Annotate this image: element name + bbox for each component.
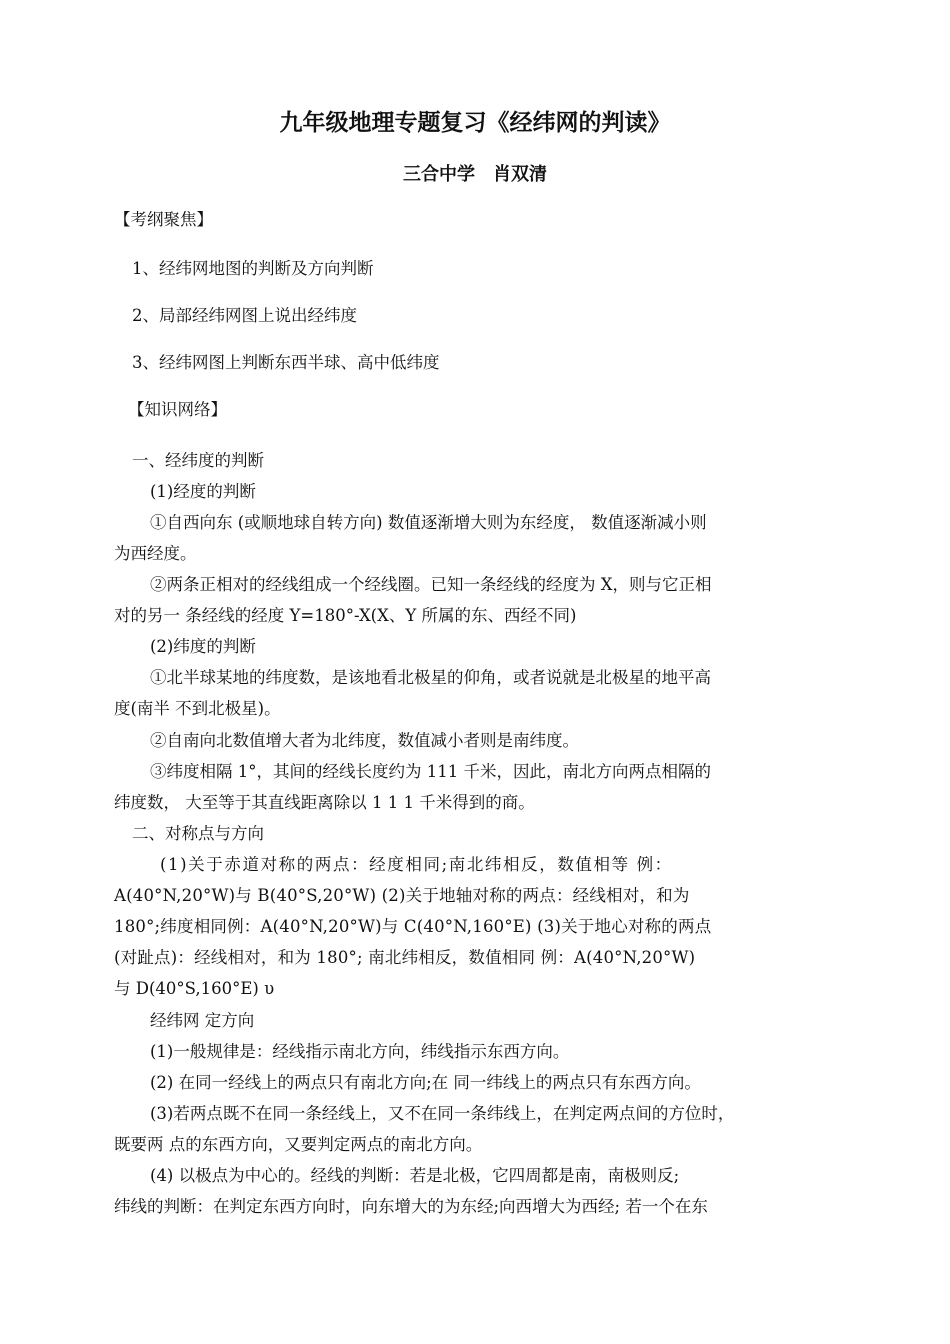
body-line: (1)关于赤道对称的两点：经度相同;南北纬相反，数值相等 例：: [160, 855, 673, 874]
body-line: 纬线的判断：在判定东西方向时，向东增大的为东经;向西增大为西经; 若一个在东: [114, 1197, 708, 1216]
body-line: ③纬度相隔 1°，其间的经线长度约为 111 千米，因此，南北方向两点相隔的: [150, 762, 711, 781]
author-line: 三合中学 肖双清: [403, 164, 547, 185]
body-line: 一、经纬度的判断: [132, 451, 264, 470]
body-line: 二、对称点与方向: [132, 824, 264, 843]
body-line: (2) 在同一经线上的两点只有南北方向;在 同一纬线上的两点只有东西方向。: [150, 1073, 701, 1092]
body-line: ①自西向东 (或顺地球自转方向) 数值逐渐增大则为东经度， 数值逐渐减小则: [150, 513, 707, 532]
page-title: 九年级地理专题复习《经纬网的判读》: [279, 110, 671, 136]
body-line: 经纬网 定方向: [150, 1011, 255, 1030]
body-line: 度(南半 不到北极星)。: [114, 699, 281, 718]
body-line: (3)若两点既不在同一条经线上，又不在同一条纬线上，在判定两点间的方位时，: [150, 1104, 735, 1123]
body-line: (1)一般规律是：经线指示南北方向，纬线指示东西方向。: [150, 1042, 570, 1061]
body-line: 既要两 点的东西方向，又要判定两点的南北方向。: [114, 1135, 483, 1154]
body-line: A(40°N,20°W)与 B(40°S,20°W) (2)关于地轴对称的两点：经线相对，和为: [114, 886, 690, 905]
body-line: 对的另一 条经线的经度 Y=180°-X(X、Y 所属的东、西经不同): [114, 606, 577, 625]
body-line: (2)纬度的判断: [150, 637, 256, 656]
body-line: 纬度数， 大至等于其直线距离除以 1 1 1 千米得到的商。: [114, 793, 535, 812]
body-line: (对趾点)：经线相对，和为 180°; 南北纬相反，数值相同 例：A(40°N,20°W): [114, 948, 696, 967]
body-line: ①北半球某地的纬度数，是该地看北极星的仰角，或者说就是北极星的地平高: [150, 668, 711, 687]
body-line: (4) 以极点为中心的。经线的判断：若是北极，它四周都是南，南极则反;: [150, 1166, 680, 1185]
body-line: 与 D(40°S,160°E) υ: [114, 979, 275, 998]
list-item: 3、经纬网图上判断东西半球、高中低纬度: [132, 353, 440, 372]
section-heading-zhishi: 【知识网络】: [128, 400, 227, 419]
list-item: 1、经纬网地图的判断及方向判断: [132, 259, 374, 278]
body-line: 为西经度。: [114, 544, 197, 563]
body-line: ②自南向北数值增大者为北纬度，数值减小者则是南纬度。: [150, 731, 579, 750]
body-line: 180°;纬度相同例：A(40°N,20°W)与 C(40°N,160°E) (3)关于地心对称的两点: [114, 917, 712, 936]
body-line: ②两条正相对的经线组成一个经线圈。已知一条经线的经度为 X，则与它正相: [150, 575, 712, 594]
body-line: (1)经度的判断: [150, 482, 256, 501]
list-item: 2、局部经纬网图上说出经纬度: [132, 306, 357, 325]
section-heading-kaogang: 【考纲聚焦】: [114, 210, 213, 229]
